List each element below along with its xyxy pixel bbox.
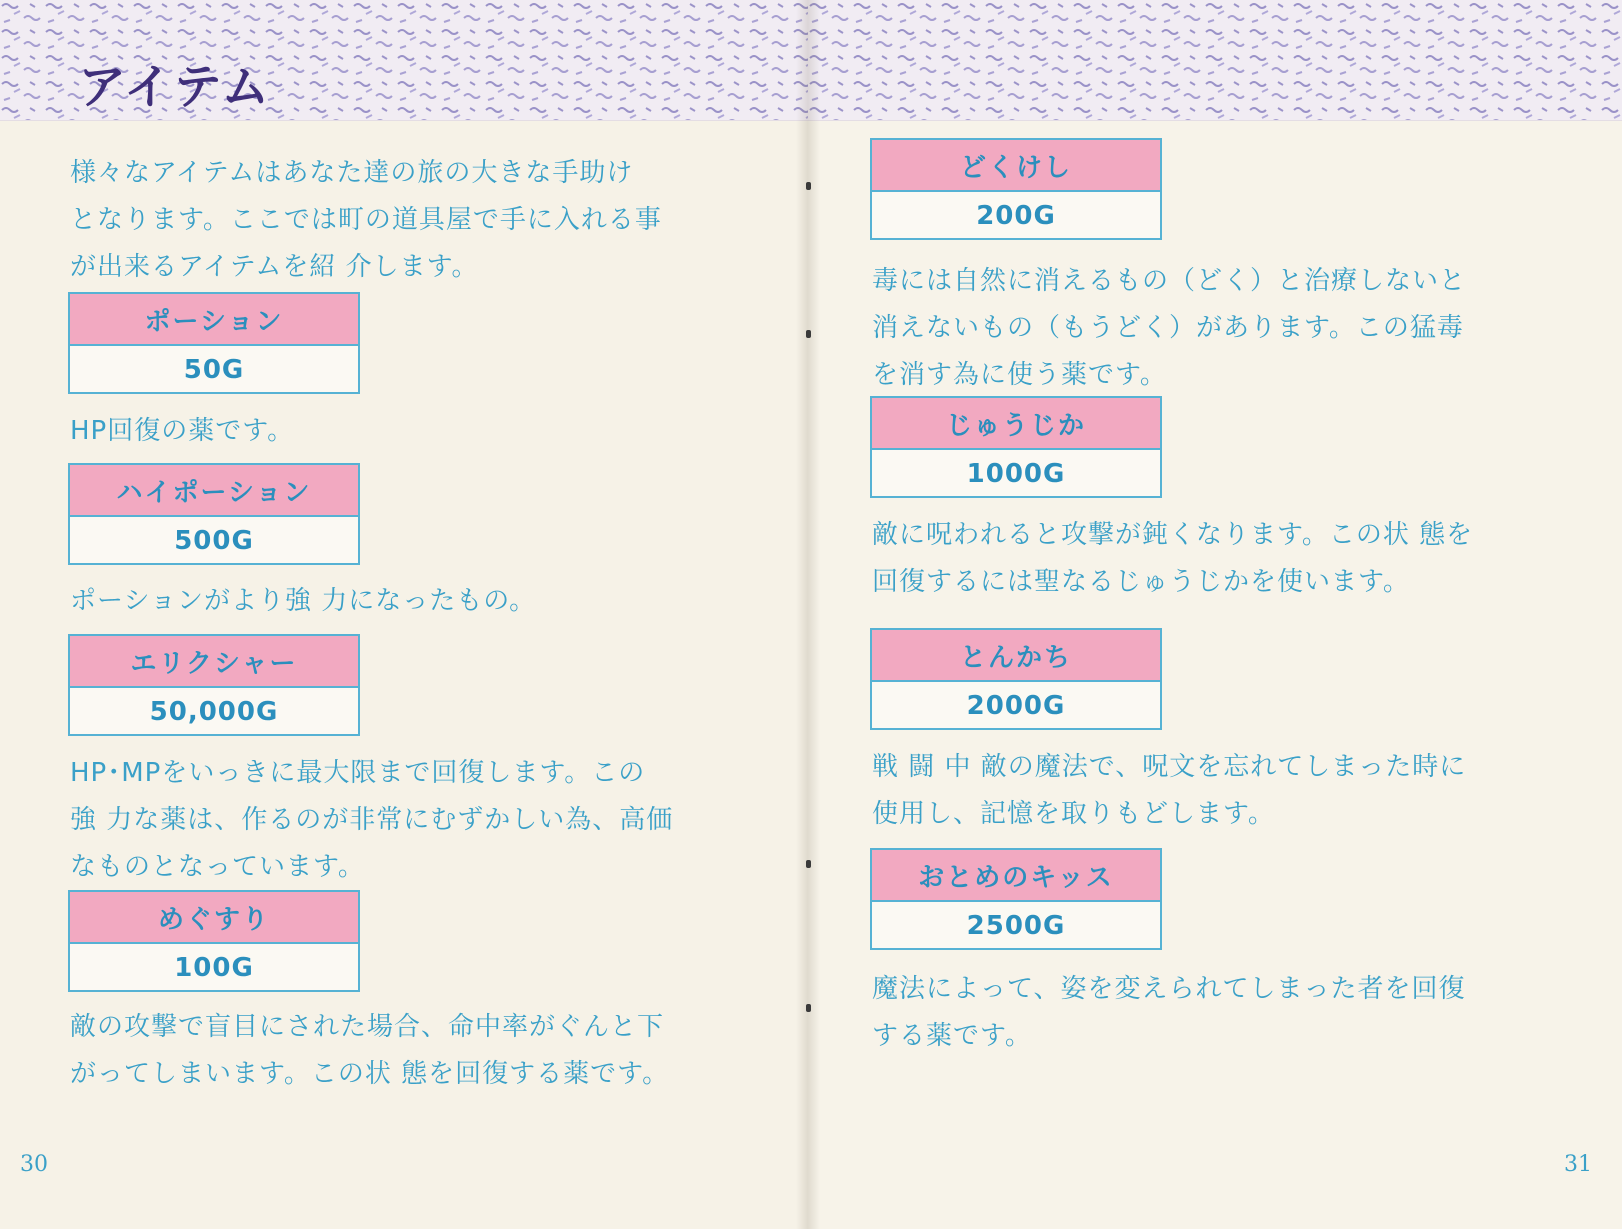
item-price: 50G <box>183 355 245 385</box>
item-name: どくけし <box>872 140 1160 192</box>
item-box-antidote <box>870 138 1162 240</box>
item-name: とんかち <box>872 630 1160 682</box>
item-price: 1000G <box>966 459 1066 489</box>
item-price: 500G <box>174 526 254 556</box>
item-name: エリクシャー <box>70 636 358 688</box>
page-number: 31 <box>1564 1152 1592 1177</box>
item-name: じゅうじか <box>872 398 1160 450</box>
item-name: ハイポーション <box>70 465 358 517</box>
staple-hole <box>806 860 811 868</box>
item-name: おとめのキッス <box>872 850 1160 902</box>
item-description: 毒には自然に消えるもの（どく）と治療しないと 消えないもの（もうどく）があります。この猛毒 を消す為に使う薬です。 <box>872 266 1467 390</box>
item-name: めぐすり <box>70 892 358 944</box>
right-page <box>808 0 1622 1229</box>
item-price: 100G <box>174 953 254 983</box>
item-description: 戦 闘 中 敵の魔法で、呪文を忘れてしまった時に 使用し、記憶を取りもどします。 <box>872 752 1467 829</box>
item-box-hi-potion <box>68 463 360 565</box>
staple-hole <box>806 330 811 338</box>
item-description: ポーションがより強 力になったもの。 <box>70 586 537 616</box>
staple-hole <box>806 182 811 190</box>
item-box-elixir <box>68 634 360 736</box>
item-box-cross <box>870 396 1162 498</box>
item-name: ポーション <box>70 294 358 346</box>
item-description: 敵の攻撃で盲目にされた場合、命中率がぐんと下 がってしまいます。この状 態を回復する薬です。 <box>70 1012 670 1089</box>
item-box-potion <box>68 292 360 394</box>
left-page <box>0 0 808 1229</box>
item-box-maiden-kiss <box>870 848 1162 950</box>
staple-hole <box>806 1004 811 1012</box>
intro-text: 様々なアイテムはあなた達の旅の大きな手助け となります。ここでは町の道具屋で手に入れる事 が出来るアイテムを紹 介します。 <box>70 158 662 282</box>
page-title: アイテム <box>78 59 272 115</box>
page-number: 30 <box>20 1152 48 1177</box>
item-description: HP回復の薬です。 <box>70 416 295 446</box>
item-price: 2000G <box>966 691 1066 721</box>
item-price: 200G <box>976 201 1056 231</box>
item-price: 2500G <box>966 911 1066 941</box>
header-pattern <box>808 0 1622 121</box>
item-box-eyedrops <box>68 890 360 992</box>
item-description: HP･MPをいっきに最大限まで回復します。この 強 力な薬は、作るのが非常にむずかしい為、高価 なものとなっています。 <box>70 758 674 882</box>
item-price: 50,000G <box>149 697 279 727</box>
item-description: 魔法によって、姿を変えられてしまった者を回復 する薬です。 <box>872 974 1466 1051</box>
item-description: 敵に呪われると攻撃が鈍くなります。この状 態を 回復するには聖なるじゅうじかを使います。 <box>872 520 1474 597</box>
item-box-mallet <box>870 628 1162 730</box>
